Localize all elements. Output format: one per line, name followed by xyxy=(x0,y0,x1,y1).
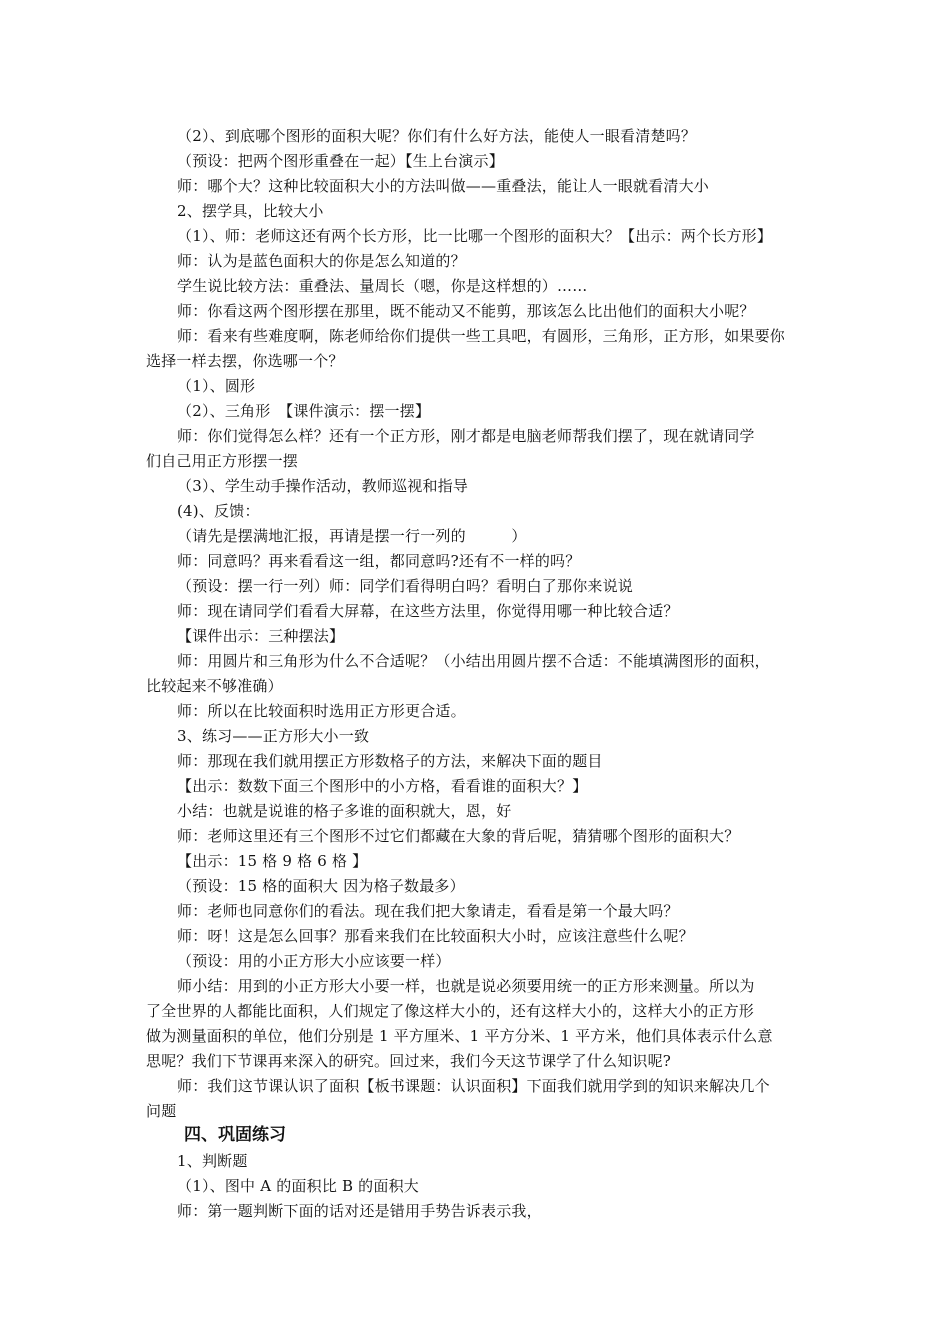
text-line: 师：你们觉得怎么样？还有一个正方形，刚才都是电脑老师帮我们摆了，现在就请同学 xyxy=(177,427,755,445)
text-line: （2）、三角形 【课件演示：摆一摆】 xyxy=(177,402,431,420)
text-line: 3、练习——正方形大小一致 xyxy=(177,727,370,745)
text-line: 师：认为是蓝色面积大的你是怎么知道的？ xyxy=(177,252,466,270)
text-line: 师：所以在比较面积时选用正方形更合适。 xyxy=(177,702,466,720)
text-line: 学生说比较方法：重叠法、量周长（嗯，你是这样想的）…… xyxy=(177,277,588,295)
text-line: （预设：15 格的面积大 因为格子数最多） xyxy=(177,877,465,895)
text-line: 2、摆学具，比较大小 xyxy=(177,202,324,220)
text-line: 问题 xyxy=(146,1102,177,1120)
text-line: （预设：用的小正方形大小应该要一样） xyxy=(177,952,451,970)
text-line: 师：哪个大？这种比较面积大小的方法叫做——重叠法，能让人一眼就看清大小 xyxy=(177,177,710,195)
text-line: 们自己用正方形摆一摆 xyxy=(146,452,299,470)
text-line: 师：现在请同学们看看大屏幕，在这些方法里，你觉得用哪一种比较合适？ xyxy=(177,602,679,620)
text-line: 了全世界的人都能比面积，人们规定了像这样大小的，还有这样大小的，这样大小的正方形 xyxy=(146,1002,755,1020)
text-line: 【课件出示：三种摆法】 xyxy=(177,627,345,645)
text-line: 师：你看这两个图形摆在那里，既不能动又不能剪，那该怎么比出他们的面积大小呢？ xyxy=(177,302,755,320)
text-line: 师：用圆片和三角形为什么不合适呢？（小结出用圆片摆不合适：不能填满图形的面积， xyxy=(177,652,770,670)
text-line: 师：老师这里还有三个图形不过它们都藏在大象的背后呢，猜猜哪个图形的面积大？ xyxy=(177,827,740,845)
text-line: 【出示：15 格 9 格 6 格 】 xyxy=(177,852,368,870)
text-line: 选择一样去摆，你选哪一个？ xyxy=(146,352,344,370)
text-line: （1）、圆形 xyxy=(177,377,256,395)
text-line: （预设：把两个图形重叠在一起）【生上台演示】 xyxy=(177,152,504,170)
text-line: 1、判断题 xyxy=(177,1152,248,1170)
text-line: 师小结：用到的小正方形大小要一样，也就是说必须要用统一的正方形来测量。所以为 xyxy=(177,977,755,995)
text-line: （请先是摆满地汇报，再请是摆一行一列的 ） xyxy=(177,527,527,545)
text-line: 师：同意吗？再来看看这一组，都同意吗?还有不一样的吗？ xyxy=(177,552,581,570)
text-line: （1）、图中 A 的面积比 B 的面积大 xyxy=(177,1177,419,1195)
text-line: 做为测量面积的单位，他们分别是 1 平方厘米、1 平方分米、1 平方米，他们具体表示什么意 xyxy=(146,1027,773,1045)
section-heading: 四、巩固练习 xyxy=(184,1125,286,1145)
text-line: 师：老师也同意你们的看法。现在我们把大象请走，看看是第一个最大吗？ xyxy=(177,902,679,920)
text-line: 师：看来有些难度啊，陈老师给你们提供一些工具吧，有圆形，三角形，正方形，如果要你 xyxy=(177,327,786,345)
text-line: （2）、到底哪个图形的面积大呢？你们有什么好方法，能使人一眼看清楚吗？ xyxy=(177,127,697,145)
text-line: （1）、师：老师这还有两个长方形，比一比哪一个图形的面积大？【出示：两个长方形】 xyxy=(177,227,773,245)
text-line: 小结：也就是说谁的格子多谁的面积就大，恩，好 xyxy=(177,802,512,820)
text-line: 师：那现在我们就用摆正方形数格子的方法，来解决下面的题目 xyxy=(177,752,603,770)
text-line: （预设：摆一行一列）师：同学们看得明白吗？看明白了那你来说说 xyxy=(177,577,634,595)
text-line: 【出示：数数下面三个图形中的小方格，看看谁的面积大？】 xyxy=(177,777,588,795)
text-line: 师：呀！这是怎么回事？那看来我们在比较面积大小时，应该注意些什么呢？ xyxy=(177,927,694,945)
text-line: 师：第一题判断下面的话对还是错用手势告诉表示我， xyxy=(177,1202,542,1220)
text-line: 师：我们这节课认识了面积【板书课题：认识面积】下面我们就用学到的知识来解决几个 xyxy=(177,1077,770,1095)
text-line: 思呢？我们下节课再来深入的研究。回过来，我们今天这节课学了什么知识呢? xyxy=(146,1052,672,1070)
text-line: 比较起来不够准确） xyxy=(146,677,283,695)
text-line: （3）、学生动手操作活动，教师巡视和指导 xyxy=(177,477,469,495)
text-line: (4)、反馈： xyxy=(177,502,260,520)
